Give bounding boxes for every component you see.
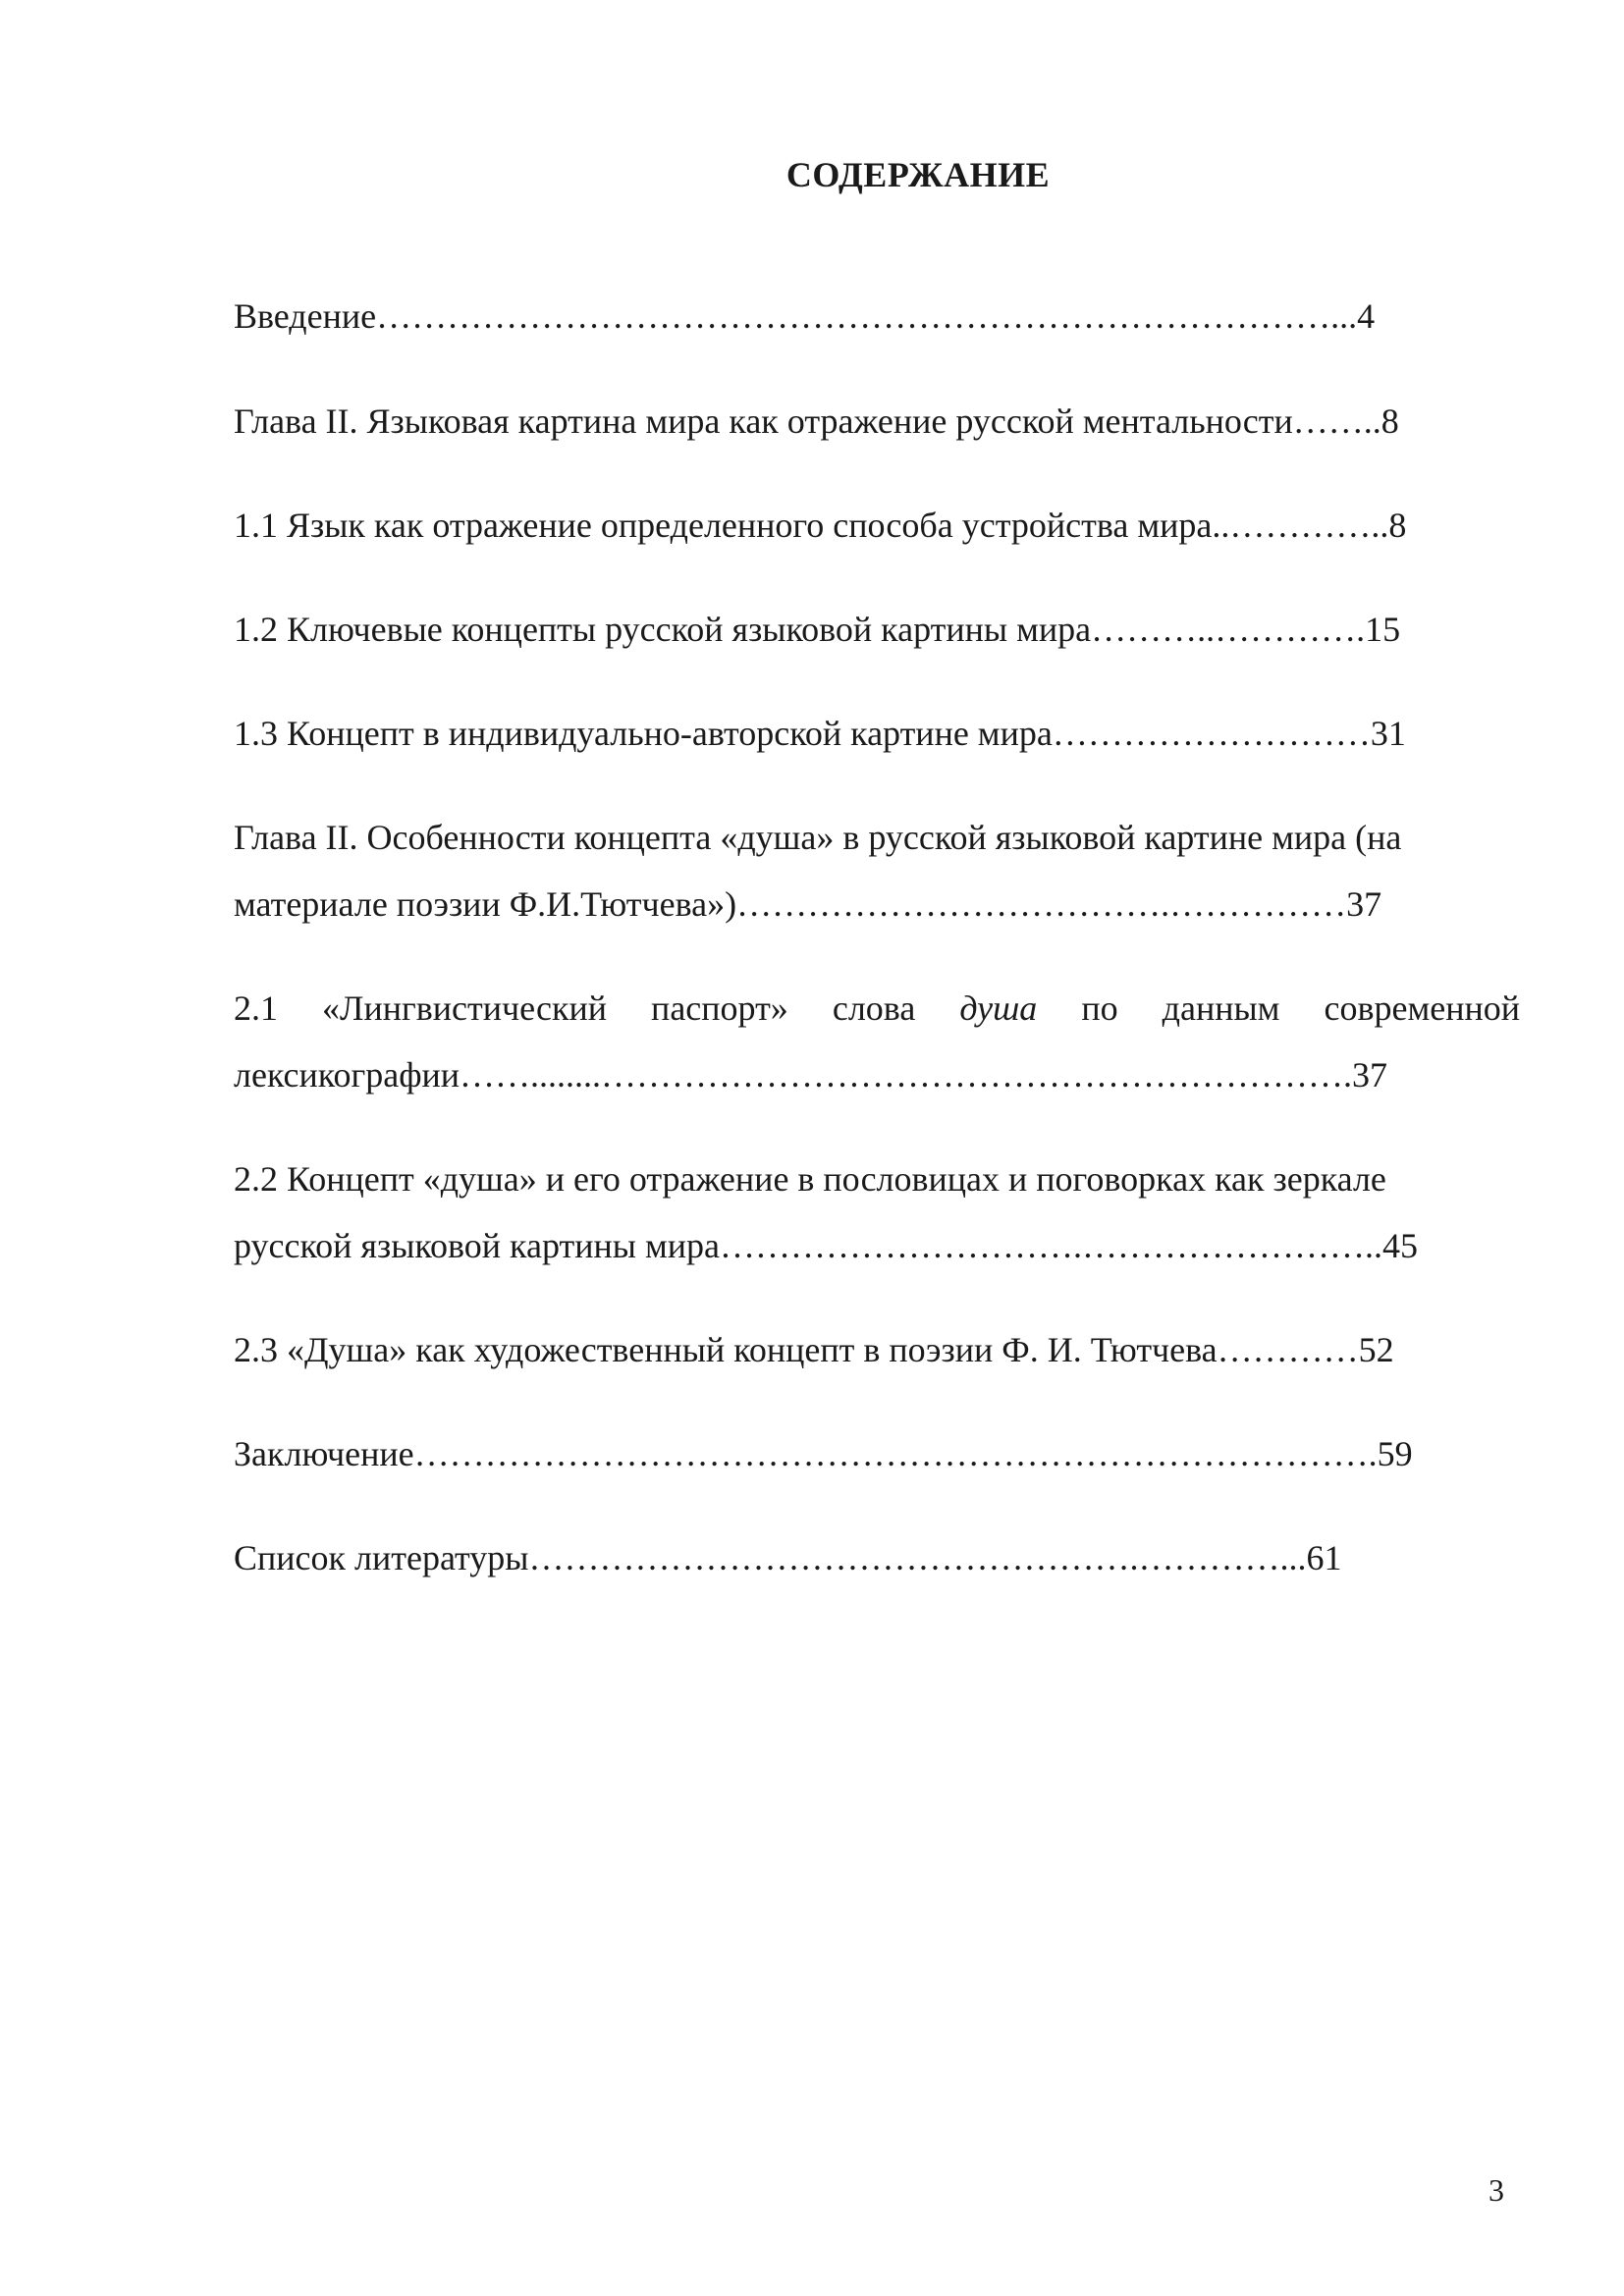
toc-entry-section-1-3: 1.3 Концепт в индивидуально-авторской картине мира………………………31 <box>234 714 1406 753</box>
toc-entry-section-2-3: 2.3 «Душа» как художественный концепт в поэзии Ф. И. Тютчева…………52 <box>234 1330 1394 1369</box>
toc-entry-conclusion: Заключение……………………………………………………………………….59 <box>234 1434 1413 1473</box>
toc-entry-section-2-1-line-1 <box>234 985 1520 1032</box>
toc-entry-introduction: Введение………………………………………………………………………...4 <box>234 296 1376 336</box>
toc-entry-chapter-2-line-2: материале поэзии Ф.И.Тютчева»)……………………………….……………37 <box>234 884 1382 924</box>
toc-entry-section-2-1-line-2: лексикографии……........……………………………………………………….37 <box>234 1055 1388 1095</box>
toc-entry-section-2-1-suffix: по данным современной <box>1081 988 1520 1028</box>
toc-entry-section-1-2: 1.2 Ключевые концепты русской языковой картины мира………..………….15 <box>234 610 1401 649</box>
page-number: 3 <box>1489 2172 1504 2208</box>
toc-entry-chapter-2-line-1: Глава II. Особенности концепта «душа» в русской языковой картине мира (на <box>234 818 1402 857</box>
toc-entry-section-2-2-line-2: русской языковой картины мира………………………….……………………..45 <box>234 1226 1418 1265</box>
toc-entry-section-2-1-term: душа <box>959 988 1038 1028</box>
toc-entry-bibliography: Список литературы…………………………………………….…………...61 <box>234 1538 1342 1577</box>
toc-entry-chapter-1: Глава II. Языковая картина мира как отражение русской ментальности……..8 <box>234 401 1399 441</box>
toc-entry-section-2-1-prefix: 2.1 «Лингвистический паспорт» слова <box>234 988 916 1028</box>
page-title: СОДЕРЖАНИЕ <box>785 155 1051 194</box>
toc-entry-section-2-2-line-1: 2.2 Концепт «душа» и его отражение в пословицах и поговорках как зеркале <box>234 1159 1386 1199</box>
toc-entry-section-1-1: 1.1 Язык как отражение определенного способа устройства мира..…………..8 <box>234 506 1407 545</box>
